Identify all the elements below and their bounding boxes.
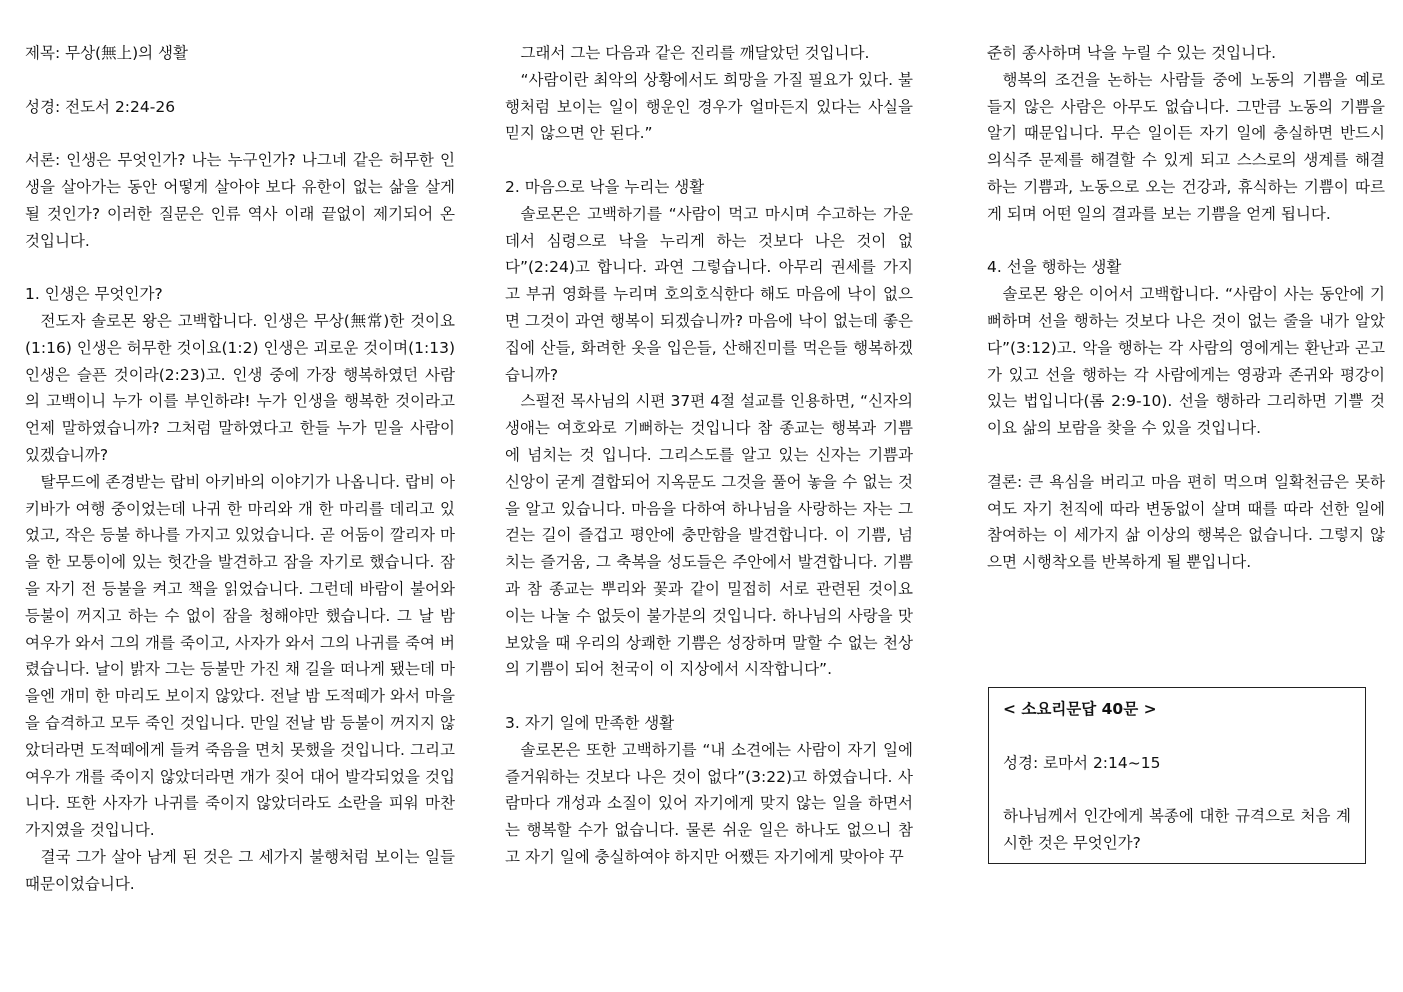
- catechism-title: < 소요리문답 40문 >: [1003, 700, 1157, 718]
- catechism-box: [988, 687, 1366, 864]
- section-heading-4: 4. 선을 행하는 생활: [987, 258, 1122, 277]
- paragraph: 준히 종사하며 낙을 누릴 수 있는 것입니다.: [987, 44, 1277, 62]
- column-1: [25, 40, 455, 898]
- paragraph: 솔로몬은 고백하기를 “사람이 먹고 마시며 수고하는 가운데서 심령으로 낙을 누리게 하는 것보다 나은 것이 없다”(2:24)고 합니다. 과연 그렇습니다. 아무리 권세를 가지고 부귀 영화를 누리며 호의호식한다 해도 마음에 낙이 없으면 그것이 과연 행복이 되겠습니까? 마음에 낙이 없는데 좋은 집에 산들, 화려한 옷을 입은들, 산해진미를 먹은들 행복하겠습니까?: [505, 204, 913, 384]
- section-heading-3: 3. 자기 일에 만족한 생활: [505, 713, 675, 732]
- introduction: 서론: 인생은 무엇인가? 나는 누구인가? 나그네 같은 허무한 인생을 살아가는 동안 어떻게 살아야 보다 유한이 없는 삶을 살게 될 것인가? 이러한 질문은 인류 역사 이래 끝없이 제기되어 온 것입니다.: [25, 151, 455, 250]
- paragraph: 결국 그가 살아 남게 된 것은 그 세가지 불행처럼 보이는 일들 때문이었습니다.: [25, 847, 455, 893]
- catechism-question: 하나님께서 인간에게 복종에 대한 규격으로 처음 계시한 것은 무엇인가?: [1003, 807, 1351, 852]
- column-3: [987, 40, 1385, 576]
- paragraph: 전도자 솔로몬 왕은 고백합니다. 인생은 무상(無常)한 것이요(1:16) 인생은 허무한 것이요(1:2) 인생은 괴로운 것이며(1:13) 인생은 슬픈 것이라(2:23)고. 인생 중에 가장 행복하였던 사람의 고백이니 누가 이를 부인하랴! 누가 인생을 행복한 것이라고 언제 말하였습니까? 그처럼 말하였다고 한들 누가 믿을 사람이 있겠습니까?: [25, 311, 455, 464]
- paragraph: 솔로몬은 또한 고백하기를 “내 소견에는 사람이 자기 일에 즐거워하는 것보다 나은 것이 없다”(3:22)고 하였습니다. 사람마다 개성과 소질이 있어 자기에게 맞지 않는 일을 하면서는 행복할 수가 없습니다. 물론 쉬운 일은 하나도 없으니 참고 자기 일에 충실하여야 하지만 어쨌든 자기에게 맞아야 꾸: [505, 740, 913, 866]
- catechism-scripture: 성경: 로마서 2:14~15: [1003, 753, 1161, 772]
- section-heading-1: 1. 인생은 무엇인가?: [25, 285, 163, 304]
- section-heading-2: 2. 마음으로 낙을 누리는 생활: [505, 177, 705, 196]
- scripture-reference: 성경: 전도서 2:24-26: [25, 97, 176, 116]
- paragraph: 그래서 그는 다음과 같은 진리를 깨달았던 것입니다.: [520, 44, 870, 62]
- paragraph: 행복의 조건을 논하는 사람들 중에 노동의 기쁨을 예로 들지 않은 사람은 아무도 없습니다. 그만큼 노동의 기쁨을 알기 때문입니다. 무슨 일이든 자기 일에 충실하면 반드시 의식주 문제를 해결할 수 있게 되고 스스로의 생계를 해결하는 기쁨과, 노동으로 오는 건강과, 휴식하는 기쁨이 따르게 되며 어떤 일의 결과를 보는 기쁨을 얻게 됩니다.: [987, 70, 1385, 223]
- paragraph: 스펄전 목사님의 시편 37편 4절 설교를 인용하면, “신자의 생애는 여호와로 기뻐하는 것입니다 참 종교는 행복과 기쁨에 넘치는 것 입니다. 그리스도를 알고 있는 신자는 기쁨과 신앙이 굳게 결합되어 지옥문도 그것을 풀어 놓을 수 없는 것을 알고 있습니다. 마음을 다하여 하나님을 사랑하는 자는 그 걷는 길이 즐겁고 평안에 충만함을 발견합니다. 이 기쁨, 넘치는 즐거움, 그 축복을 성도들은 주안에서 발견합니다. 기쁨과 참 종교는 뿌리와 꽃과 같이 밀접히 서로 관련된 것이요 이는 나눌 수 없듯이 불가분의 것입니다. 하나님의 사랑을 맛보았을 때 우리의 상쾌한 기쁨은 성장하며 말할 수 없는 천상의 기쁨이 되어 천국이 이 지상에서 시작합니다”.: [505, 392, 913, 679]
- column-2: [505, 40, 913, 871]
- quote-paragraph: “사람이란 최악의 상황에서도 희망을 가질 필요가 있다. 불행처럼 보이는 일이 행운인 경우가 얼마든지 있다는 사실을 믿지 않으면 안 된다.”: [505, 70, 913, 143]
- conclusion: 결론: 큰 욕심을 버리고 마음 편히 먹으며 일확천금은 못하여도 자기 천직에 따라 변동없이 살며 때를 따라 선한 일에 참여하는 이 세가지 삶 이상의 행복은 없습니다. 그렇지 않으면 시행착오를 반복하게 될 뿐입니다.: [987, 472, 1385, 572]
- sermon-title: 제목: 무상(無上)의 생활: [25, 44, 188, 62]
- paragraph: 솔로몬 왕은 이어서 고백합니다. “사람이 사는 동안에 기뻐하며 선을 행하는 것보다 나은 것이 없는 줄을 내가 알았다”(3:12)고. 악을 행하는 각 사람의 영에게는 환난과 곤고가 있고 선을 행하는 각 사람에게는 영광과 존귀와 평강이 있는 법입니다(롬 2:9-10). 선을 행하라 그리하면 기쁠 것이요 삶의 보람을 찾을 수 있을 것입니다.: [987, 285, 1385, 438]
- paragraph: 탈무드에 존경받는 랍비 아키바의 이야기가 나옵니다. 랍비 아키바가 여행 중이었는데 나귀 한 마리와 개 한 마리를 데리고 있었고, 작은 등불 하나를 가지고 있었습니다. 곧 어둠이 깔리자 마을 한 모퉁이에 있는 헛간을 발견하고 잠을 자기로 했습니다. 잠을 자기 전 등불을 켜고 책을 읽었습니다. 그런데 바람이 불어와 등불이 꺼지고 하는 수 없이 잠을 청해야만 했습니다. 그 날 밤 여우가 와서 그의 개를 죽이고, 사자가 와서 그의 나귀를 죽여 버렸습니다. 날이 밝자 그는 등불만 가진 채 길을 떠나게 됐는데 마을엔 개미 한 마리도 보이지 않았다. 전날 밤 도적떼가 와서 마을을 습격하고 모두 죽인 것입니다. 만일 전날 밤 등불이 꺼지지 않았더라면 도적떼에게 들켜 죽음을 면치 못했을 것입니다. 그리고 여우가 개를 죽이지 않았더라면 개가 짖어 대어 발각되었을 것입니다. 또한 사자가 나귀를 죽이지 않았더라도 소란을 피워 마찬가지였을 것입니다.: [25, 472, 455, 840]
